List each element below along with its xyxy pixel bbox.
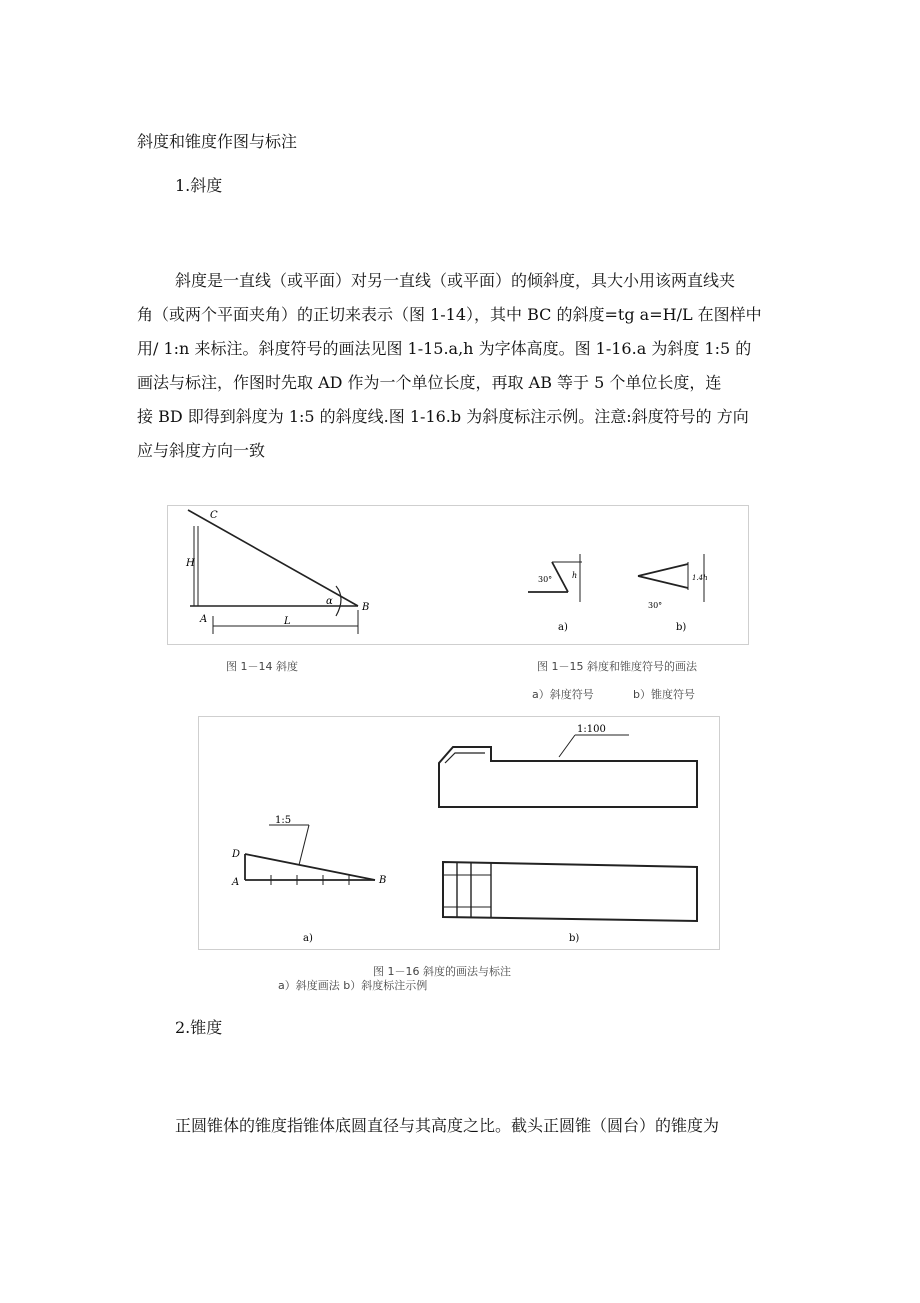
label-a-16: A [232,877,240,888]
para-line-3: 用/ 1:n 来标注。斜度符号的画法见图 1-15.a,h 为字体高度。图 1-16.a 为斜度 1:5 的 [137,339,752,358]
caption-fig-1-14: 图 1－14 斜度 [226,660,298,673]
angle-arc [336,586,341,616]
label-c: C [210,510,218,521]
paragraph-slope [175,264,785,298]
paragraph-taper: 正圆锥体的锥度指锥体底圆直径与其高度之比。截头正圆锥（圆台）的锥度为 [175,1116,720,1135]
para-line-6: 应与斜度方向一致 [137,441,266,460]
fig15-label-b: b) [676,622,687,633]
para-line-1: 斜度是一直线（或平面）对另一直线（或平面）的倾斜度，具大小用该两直线夹 [175,271,736,290]
block-bottom [443,862,697,921]
taper-symbol-bottom [638,576,688,588]
caption-fig-1-16: 图 1－16 斜度的画法与标注 [373,965,511,978]
subcaption-fig-1-15-b: b）锥度符号 [633,688,695,701]
section-heading-slope: 1.斜度 [175,176,223,195]
label-h-a: h [572,571,578,580]
angle-30-a: 30° [538,575,553,584]
subcaption-fig-1-15-a: a）斜度符号 [532,688,594,701]
leader-line-b [559,735,575,757]
label-a: A [200,614,208,625]
fig16-label-a: a) [303,933,313,944]
label-h: H [186,558,195,569]
doc-title: 斜度和锥度作图与标注 [137,132,298,151]
stepped-block-top [439,747,697,807]
hypotenuse-bc [188,510,358,606]
fig16-label-b: b) [569,933,580,944]
label-d: D [232,849,241,860]
para-line-2: 角（或两个平面夹角）的正切来表示（图 1-14），其中 BC 的斜度=tg a=H/L 在图样中 [137,305,762,324]
figure-1-14-15-drawing [168,506,748,644]
para-line-5: 接 BD 即得到斜度为 1:5 的斜度线.图 1-16.b 为斜度标注示例。注意:斜度符号的 方向 [137,407,749,426]
paragraph-slope-cont [137,298,785,468]
leader-line-a [299,825,309,865]
fig15-label-a: a) [558,622,568,633]
angle-30-b: 30° [648,601,663,610]
label-b-16: B [379,875,387,886]
label-1-4h: 1.4h [692,574,708,582]
para-line-4: 画法与标注，作图时先取 AD 作为一个单位长度，再取 AB 等于 5 个单位长度，连 [137,373,722,392]
taper-symbol-top [638,564,688,576]
slope-label-1-100: 1:100 [577,724,606,735]
subcaption-fig-1-16: a）斜度画法 b）斜度标注示例 [278,979,428,992]
label-l: L [284,616,291,627]
figure-1-16-drawing [199,717,719,949]
slope-line-db [245,854,375,880]
label-b: B [362,602,370,613]
slope-symbol-diag [552,562,568,592]
caption-fig-1-15: 图 1－15 斜度和锥度符号的画法 [537,660,697,673]
figure-1-14-15 [167,505,749,645]
slope-label-1-5: 1:5 [275,815,292,826]
label-alpha: α [326,596,333,607]
figure-1-16 [198,716,720,950]
section-heading-taper: 2.锥度 [175,1018,223,1037]
